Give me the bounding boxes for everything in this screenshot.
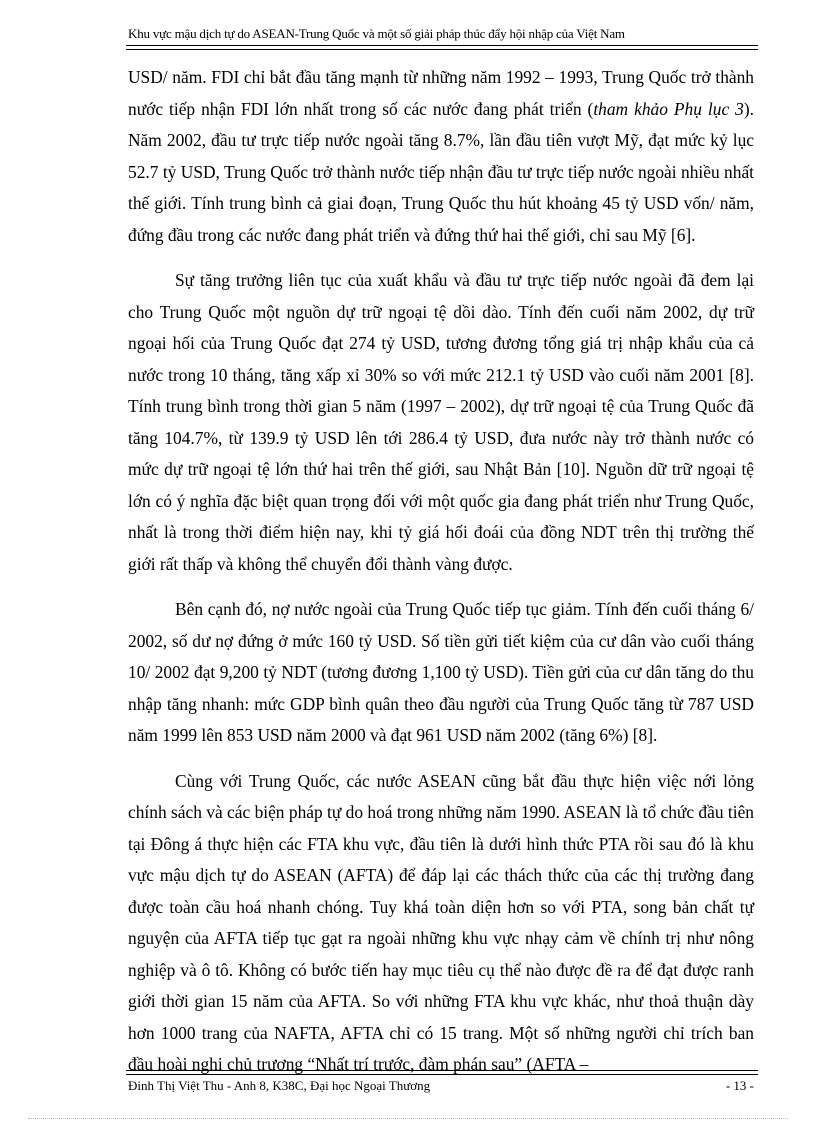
appendix-reference: tham khảo Phụ lục 3 bbox=[593, 98, 744, 119]
paragraph-asean: Cùng với Trung Quốc, các nước ASEAN cũng bắt đầu thực hiện việc nới lỏng chính sách và các biện pháp tự do hoá trong những năm 1990. ASEAN là tổ chức đầu tiên tại Đông á thực hiện các FTA khu vực, đầu tiên là dưới hình thức PTA rồi sau đó là khu vực mậu dịch tự do ASEAN (AFTA) để đáp lại các thách thức của các thị trường đang được toàn cầu hoá nhanh chóng. Tuy khá toàn diện hơn so với PTA, song bản chất tự nguyện của AFTA tiếp tục gạt ra ngoài những khu vực nhạy cảm về chính trị như nông nghiệp và ô tô. Không có bước tiến hay mục tiêu cụ thể nào được đề ra để đạt được ranh giới thời gian 15 năm của AFTA. So với những FTA khu vực khác, như thoả thuận dày hơn 1000 trang của NAFTA, AFTA chỉ có 15 trang. Một số những người chỉ trích ban đầu hoài nghi chủ trương “Nhất trí trước, đàm phán sau” (AFTA – bbox=[128, 770, 754, 1074]
paragraph-reserves: Sự tăng trưởng liên tục của xuất khẩu và đầu tư trực tiếp nước ngoài đã đem lại cho Trung Quốc một nguồn dự trữ ngoại tệ dồi dào. Tính đến cuối năm 2002, dự trữ ngoại hối của Trung Quốc đạt 274 tỷ USD, tương đương tổng giá trị nhập khẩu của cả nước trong 10 tháng, tăng xấp xỉ 30% so với mức 212.1 tỷ USD vào cuối năm 2001 [8]. Tính trung bình trong thời gian 5 năm (1997 – 2002), dự trữ ngoại tệ của Trung Quốc đã tăng 104.7%, từ 139.9 tỷ USD lên tới 286.4 tỷ USD, đưa nước này trở thành nước có mức dự trữ ngoại tệ lớn thứ hai trên thế giới, sau Nhật Bản [10]. Nguồn dữ trữ ngoại tệ lớn có ý nghĩa đặc biệt quan trọng đối với một quốc gia đang phát triển như Trung Quốc, nhất là trong thời điểm hiện nay, khi tỷ giá hối đoái của đồng NDT trên thị trường thế giới rất thấp và không thể chuyển đổi thành vàng được. bbox=[128, 270, 754, 574]
footer-rule-thin bbox=[126, 1070, 758, 1071]
running-header: Khu vực mậu dịch tự do ASEAN-Trung Quốc và một số giải pháp thúc đẩy hội nhập của Việt Nam bbox=[128, 26, 625, 41]
paragraph-fdi-text-1: USD/ năm. FDI chỉ bắt đầu tăng mạnh từ những năm 1992 – 1993, Trung Quốc trở thành nước tiếp nhận FDI lớn nhất trong số các nước đang phát triển ( bbox=[128, 67, 754, 119]
footer-rule-thick bbox=[126, 1074, 758, 1075]
header-rule-thin bbox=[126, 49, 758, 50]
paragraph-fdi-text-2: ). Năm 2002, đầu tư trực tiếp nước ngoài tăng 8.7%, lần đầu tiên vượt Mỹ, đạt mức kỷ lục 52.7 tỷ USD, Trung Quốc trở thành nước tiếp nhận đầu tư trực tiếp nước ngoài nhiều nhất thế giới. Tính trung bình cả giai đoạn, Trung Quốc thu hút khoảng 45 tỷ USD vốn/ năm, đứng đầu trong các nước đang phát triển và đứng thứ hai thế giới, chỉ sau Mỹ [6]. bbox=[128, 98, 754, 245]
page-number: - 13 - bbox=[725, 1078, 754, 1093]
footer-author: Đinh Thị Việt Thu - Anh 8, K38C, Đại học Ngoại Thương bbox=[128, 1078, 431, 1093]
paragraph-fdi bbox=[128, 62, 754, 251]
paragraph-debt: Bên cạnh đó, nợ nước ngoài của Trung Quốc tiếp tục giảm. Tính đến cuối tháng 6/ 2002, số dư nợ đứng ở mức 160 tỷ USD. Số tiền gửi tiết kiệm của cư dân vào cuối tháng 10/ 2002 đạt 9,200 tỷ NDT (tương đương 1,100 tỷ USD). Tiền gửi của cư dân tăng do thu nhập tăng nhanh: mức GDP bình quân theo đầu người của Trung Quốc tăng từ 787 USD năm 1999 lên 853 USD năm 2000 và đạt 961 USD năm 2002 (tăng 6%) [8]. bbox=[128, 599, 754, 745]
page-body bbox=[128, 62, 754, 1095]
page-edge-dotted-line bbox=[28, 1118, 788, 1119]
header-rule-thick bbox=[126, 45, 758, 46]
